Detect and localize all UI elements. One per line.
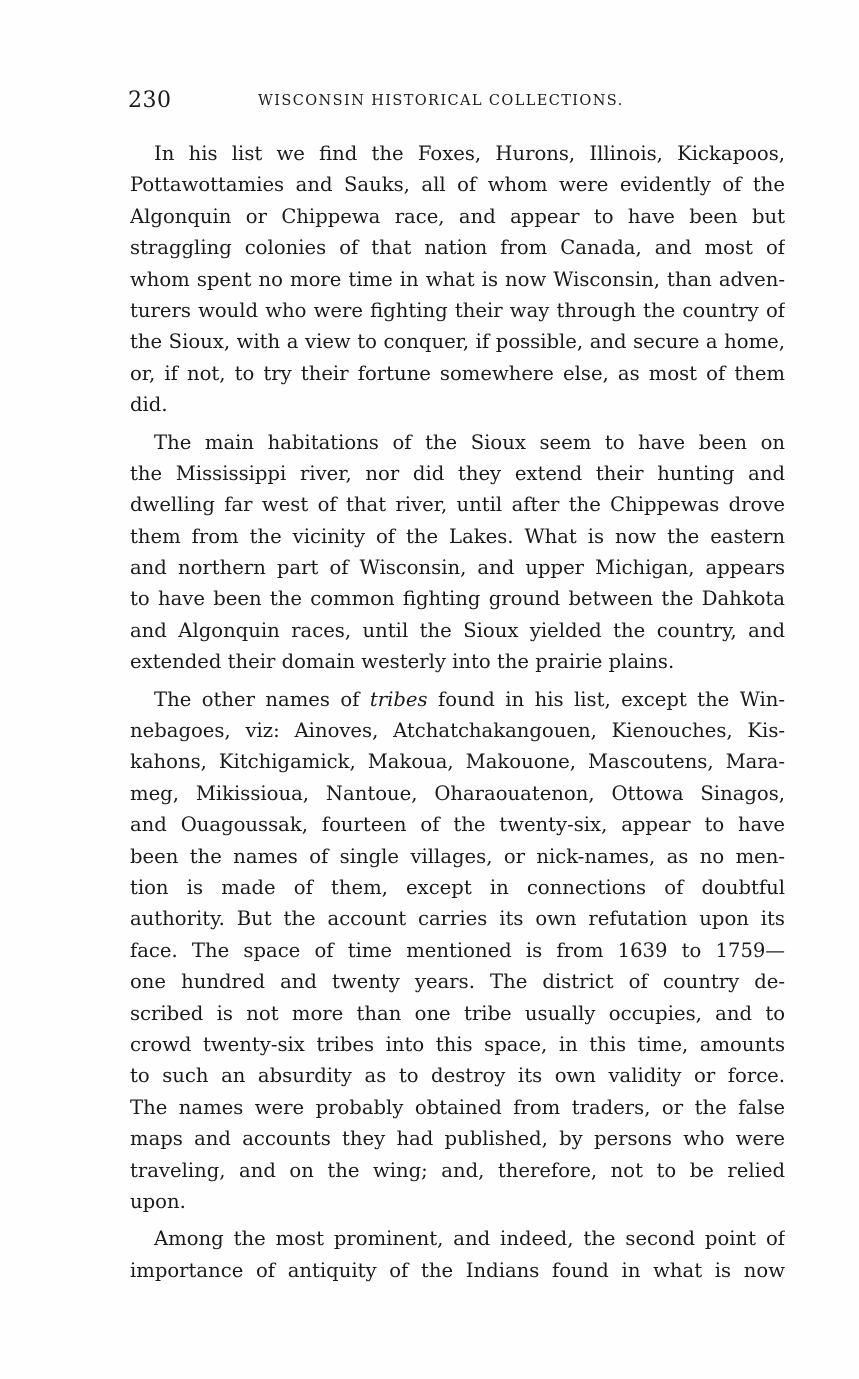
text-line: extended their domain westerly into the prairie plains.: [130, 650, 675, 674]
text-line: In his list we find the Foxes, Hurons, Illinois, Kickapoos,: [154, 142, 785, 165]
text-line: and Ouagoussak, fourteen of the twenty-six, appear to have: [130, 813, 785, 837]
text-line: authority. But the account carries its own refutation upon its: [130, 907, 785, 931]
text-line: turers would who were fighting their way through the country of: [130, 298, 785, 322]
text-line: to such an absurdity as to destroy its own validity or force.: [130, 1064, 785, 1088]
text-line: Pottawottamies and Sauks, all of whom were evidently of the: [130, 173, 785, 197]
text-line: one hundred and twenty years. The district of country de-: [130, 970, 785, 994]
text-fragment: found in his list, except the Win-: [427, 687, 785, 711]
text-line: did.: [130, 393, 168, 417]
text-line: nebagoes, viz: Ainoves, Atchatchakangouen, Kienouches, Kis-: [130, 719, 785, 743]
body-text: [130, 138, 785, 1292]
text-line: dwelling far west of that river, until after the Chippewas drove: [130, 493, 785, 517]
text-line: [130, 684, 785, 715]
text-line: meg, Mikissioua, Nantoue, Oharaouatenon, Ottowa Sinagos,: [130, 781, 785, 805]
text-line: straggling colonies of that nation from Canada, and most of: [130, 236, 785, 260]
paragraph-3: [130, 684, 785, 1218]
text-line: them from the vicinity of the Lakes. What is now the eastern: [130, 524, 785, 548]
text-line: kahons, Kitchigamick, Makoua, Makouone, Mascoutens, Mara-: [130, 750, 785, 774]
text-line: or, if not, to try their fortune somewhere else, as most of them: [130, 361, 785, 385]
text-fragment: The other names of: [154, 687, 370, 711]
text-line: and Algonquin races, until the Sioux yielded the country, and: [130, 618, 785, 642]
text-line: traveling, and on the wing; and, therefore, not to be relied: [130, 1158, 785, 1182]
text-line: the Sioux, with a view to conquer, if possible, and secure a home,: [130, 330, 785, 354]
text-line: Among the most prominent, and indeed, the second point of: [154, 1227, 785, 1251]
text-line: importance of antiquity of the Indians found in what is now: [130, 1258, 785, 1282]
running-title: WISCONSIN HISTORICAL COLLECTIONS.: [258, 93, 624, 109]
paragraph-4: [130, 1223, 785, 1286]
text-line: tion is made of them, except in connections of doubtful: [130, 875, 785, 899]
text-line: to have been the common fighting ground between the Dahkota: [130, 587, 785, 611]
text-line: maps and accounts they had published, by persons who were: [130, 1127, 785, 1151]
text-line: Algonquin or Chippewa race, and appear to have been but: [130, 204, 785, 228]
text-line: scribed is not more than one tribe usually occupies, and to: [130, 1001, 785, 1025]
text-line: whom spent no more time in what is now Wisconsin, than adven-: [130, 267, 785, 291]
paragraph-1: [130, 138, 785, 421]
text-line: upon.: [130, 1189, 186, 1213]
text-line: and northern part of Wisconsin, and upper Michigan, appears: [130, 556, 785, 580]
text-line: been the names of single villages, or nick-names, as no men-: [130, 844, 785, 868]
italic-word: tribes: [369, 687, 428, 711]
page-header: [128, 88, 788, 118]
text-line: The main habitations of the Sioux seem to have been on: [154, 430, 785, 454]
text-line: crowd twenty-six tribes into this space, in this time, amounts: [130, 1032, 785, 1056]
text-line: face. The space of time mentioned is from 1639 to 1759—: [130, 938, 785, 962]
text-line: The names were probably obtained from traders, or the false: [130, 1095, 785, 1119]
text-line: the Mississippi river, nor did they extend their hunting and: [130, 461, 785, 485]
page-number: 230: [128, 88, 172, 113]
paragraph-2: [130, 427, 785, 678]
